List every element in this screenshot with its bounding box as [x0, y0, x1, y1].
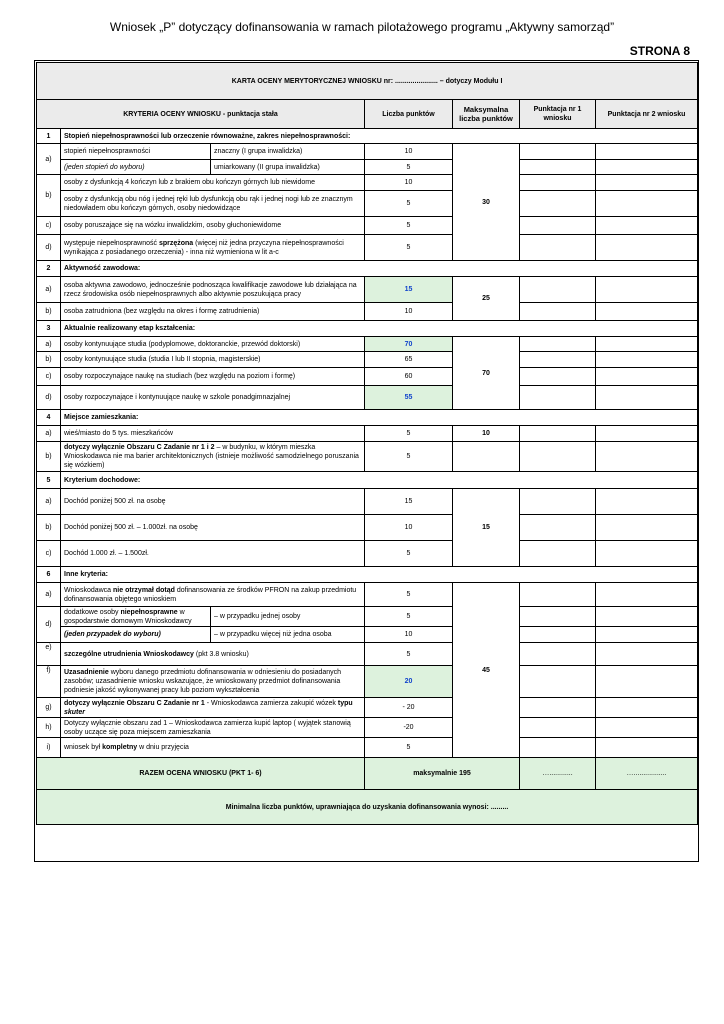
s5-a-letter: a)	[37, 489, 61, 515]
s4-a-text: wieś/miasto do 5 tys. mieszkańców	[61, 426, 365, 442]
s4-b-p2-cell[interactable]	[596, 442, 698, 472]
s6-f-points: 20	[365, 666, 453, 698]
s6-d-text-c: w gospodarstwie domowym Wnioskodawcy	[64, 608, 192, 625]
s6-d2-p2-cell[interactable]	[596, 627, 698, 643]
s6-a-text-c: dofinansowania ze środków PFRON na zakup przedmiotu dofinansowania objętego wnioskiem	[64, 586, 357, 603]
section-5-number: 5	[37, 472, 61, 489]
s6-g-text	[61, 698, 365, 718]
s1-a-letter: a)	[37, 144, 61, 175]
s5-c-points: 5	[365, 541, 453, 567]
s3-b-p2-cell[interactable]	[596, 352, 698, 368]
s2-b-text: osoba zatrudniona (bez względu na okres i formę zatrudnienia)	[61, 303, 365, 321]
s5-a-p1-cell[interactable]	[520, 489, 596, 515]
s6-h-p2-cell[interactable]	[596, 718, 698, 738]
s1-d-text-a: występuje niepełnosprawność	[64, 239, 159, 247]
s1-c-p2-cell[interactable]	[596, 217, 698, 235]
col-p1-header: Punktacja nr 1 wniosku	[520, 100, 596, 129]
s4-b-p1-cell[interactable]	[520, 442, 596, 472]
document-header: Wniosek „P” dotyczący dofinansowania w ramach pilotażowego programu „Aktywny samorząd”	[109, 20, 615, 34]
s3-a-points: 70	[365, 337, 453, 352]
s5-c-p1-cell[interactable]	[520, 541, 596, 567]
s2-max-points: 25	[453, 277, 520, 321]
s6-a-text-b: nie otrzymał dotąd	[113, 586, 175, 594]
s6-i-letter: i)	[37, 738, 61, 758]
s6-g-p1-cell[interactable]	[520, 698, 596, 718]
s1-b1-text: osoby z dysfunkcją 4 kończyn lub z brakiem obu kończyn górnych lub niewidome	[61, 175, 365, 191]
s5-a-points: 15	[365, 489, 453, 515]
s6-e-text	[61, 643, 365, 666]
s4-a-p1-cell[interactable]	[520, 426, 596, 442]
s6-f-text-c: wyboru danego przedmiotu dofinansowania w odniesieniu do posiadanych zasobów; uzasadnienie wniosku wskazujące, że wnioskowany przedmiot dofinansowania podniesie jakość wykonywanej pracy lub poziom wykształcenia	[64, 669, 342, 694]
s1-max-points: 30	[453, 144, 520, 261]
s1-d-text-c: (więcej niż jedna przyczyna niepełnosprawności wynikająca z posiadanego orzeczenia) - inna niż wymieniona w lit a-c	[64, 239, 344, 256]
s3-a-letter: a)	[37, 337, 61, 352]
section-2-number: 2	[37, 261, 61, 277]
s1-b-letter: b)	[37, 175, 61, 217]
s6-d1-points: 5	[365, 607, 453, 627]
s6-a-p2-cell[interactable]	[596, 583, 698, 607]
s1-c-p1-cell[interactable]	[520, 217, 596, 235]
s5-a-p2-cell[interactable]	[596, 489, 698, 515]
summary-p1-total[interactable]: …............	[520, 758, 596, 790]
s3-c-letter: c)	[37, 368, 61, 386]
s6-a-letter: a)	[37, 583, 61, 607]
s5-max-points: 15	[453, 489, 520, 567]
s3-d-p2-cell[interactable]	[596, 386, 698, 410]
s6-max-points: 45	[453, 583, 520, 758]
s6-d2-sub: – w przypadku więcej niż jedna osoba	[211, 627, 365, 643]
s4-b-letter: b)	[37, 442, 61, 472]
s2-b-points: 10	[365, 303, 453, 321]
s1-a2-sub: umiarkowany (II grupa inwalidzka)	[211, 160, 365, 175]
s1-d-letter: d)	[37, 235, 61, 261]
s3-b-p1-cell[interactable]	[520, 352, 596, 368]
s6-a-text-a: Wnioskodawca	[64, 586, 114, 594]
s3-d-letter: d)	[37, 386, 61, 410]
s6-h-points: -20	[365, 718, 453, 738]
s1-a2-p1-cell[interactable]	[520, 160, 596, 175]
s5-c-letter: c)	[37, 541, 61, 567]
s6-i-points: 5	[365, 738, 453, 758]
section-3-title: Aktualnie realizowany etap kształcenia:	[61, 321, 698, 337]
s6-a-points: 5	[365, 583, 453, 607]
s6-d2-p1-cell[interactable]	[520, 627, 596, 643]
section-4-title: Miejsce zamieszkania:	[61, 410, 698, 426]
s3-a-text: osoby kontynuujące studia (podyplomowe, doktoranckie, przewód doktorski)	[61, 337, 365, 352]
s2-a-letter: a)	[37, 277, 61, 303]
s4-a-letter: a)	[37, 426, 61, 442]
s6-d1-sub: – w przypadku jednej osoby	[211, 607, 365, 627]
s6-g-text-e: skuter	[64, 708, 86, 716]
s1-c-text: osoby poruszające się na wózku inwalidzkim, osoby głuchoniewidome	[61, 217, 365, 235]
s3-c-text: osoby rozpoczynające naukę na studiach (bez względu na poziom i formę)	[61, 368, 365, 386]
s1-d-text-b: sprzężona	[158, 239, 194, 247]
section-5-title: Kryterium dochodowe:	[61, 472, 698, 489]
s6-g-text-b: dotyczy wyłącznie Obszaru C Zadanie nr 1	[64, 699, 205, 707]
s4-b-text	[61, 442, 365, 472]
s6-e-text-b: szczególne utrudnienia Wnioskodawcy	[64, 650, 194, 658]
s5-b-text: Dochód poniżej 500 zł. – 1.000zł. na osobę	[61, 515, 365, 541]
s2-b-letter: b)	[37, 303, 61, 321]
s6-f-text	[61, 666, 365, 698]
s3-b-letter: b)	[37, 352, 61, 368]
summary-label: RAZEM OCENA WNIOSKU (PKT 1- 6)	[37, 758, 365, 790]
summary-p2-total[interactable]: ….................	[596, 758, 698, 790]
s5-b-points: 10	[365, 515, 453, 541]
col-max-header	[453, 100, 520, 129]
s1-b2-p1-cell[interactable]	[520, 191, 596, 217]
s1-d-p1-cell[interactable]	[520, 235, 596, 261]
s6-d-label	[61, 607, 211, 627]
s1-b2-p2-cell[interactable]	[596, 191, 698, 217]
s6-h-p1-cell[interactable]	[520, 718, 596, 738]
s2-a-text: osoba aktywna zawodowo, jednocześnie podnosząca kwalifikacje zawodowe lub działająca na rzecz środowiska osób niepełnosprawnych albo aktywnie poszukująca pracy	[61, 277, 365, 303]
s6-g-letter: g)	[37, 698, 61, 718]
s6-a-p1-cell[interactable]	[520, 583, 596, 607]
s3-d-points: 55	[365, 386, 453, 410]
s4-b-max-cell	[453, 442, 520, 472]
s6-i-p1-cell[interactable]	[520, 738, 596, 758]
s5-b-p2-cell[interactable]	[596, 515, 698, 541]
s6-e-points: 5	[365, 643, 453, 666]
s5-c-text: Dochód 1.000 zł. – 1.500zł.	[61, 541, 365, 567]
s2-a-p1-cell[interactable]	[520, 277, 596, 303]
s1-d-text	[61, 235, 365, 261]
s6-d-note: (jeden przypadek do wyboru)	[61, 627, 211, 643]
section-4-number: 4	[37, 410, 61, 426]
s4-b-text-bold: dotyczy wyłącznie Obszaru C Zadanie nr 1 i 2	[64, 444, 215, 451]
s6-d-text-b: niepełnosprawne	[120, 608, 178, 616]
s6-g-points: - 20	[365, 698, 453, 718]
s6-i-p2-cell[interactable]	[596, 738, 698, 758]
s1-b1-p2-cell[interactable]	[596, 175, 698, 191]
s1-a-note: (jeden stopień do wyboru)	[61, 160, 211, 175]
s6-e-text-c: (pkt 3.8 wniosku)	[193, 650, 249, 658]
s6-i-text-c: w dniu przyjęcia	[137, 744, 189, 751]
col-criteria-header: KRYTERIA OCENY WNIOSKU - punktacja stała	[37, 100, 365, 129]
s1-a1-sub: znaczny (I grupa inwalidzka)	[211, 144, 365, 160]
s1-b2-points: 5	[365, 191, 453, 217]
s3-b-text: osoby kontynuujące studia (studia I lub II stopnia, magisterskie)	[61, 352, 365, 368]
s6-g-text-c: - Wnioskodawca zamierza zakupić wózek	[204, 699, 338, 707]
s3-a-p1-cell[interactable]	[520, 337, 596, 352]
s6-d-letter: d)	[37, 607, 61, 643]
s4-b-points: 5	[365, 442, 453, 472]
s6-f-letter: f)	[37, 666, 61, 698]
s5-b-p1-cell[interactable]	[520, 515, 596, 541]
col-p2-header: Punktacja nr 2 wniosku	[596, 100, 698, 129]
s3-b-points: 65	[365, 352, 453, 368]
s3-max-points: 70	[453, 337, 520, 410]
s6-f-p2-cell[interactable]	[596, 666, 698, 698]
s1-c-points: 5	[365, 217, 453, 235]
s2-b-p1-cell[interactable]	[520, 303, 596, 321]
s5-a-text: Dochód poniżej 500 zł. na osobę	[61, 489, 365, 515]
s6-g-text-d: typu	[337, 699, 353, 707]
s6-i-text-a: wniosek był	[64, 744, 103, 751]
s6-h-text: Dotyczy wyłącznie obszaru zad 1 – Wnioskodawca zamierza kupić laptop ( wyjątek stanowią osoby uczące się poza miejscem zamieszkania	[61, 718, 365, 738]
s6-e-p2-cell[interactable]	[596, 643, 698, 666]
section-6-title: Inne kryteria:	[61, 567, 698, 583]
s2-a-p2-cell[interactable]	[596, 277, 698, 303]
s6-g-p2-cell[interactable]	[596, 698, 698, 718]
col-points-header: Liczba punktów	[365, 100, 453, 129]
s3-c-p1-cell[interactable]	[520, 368, 596, 386]
section-1-title: Stopień niepełnosprawności lub orzeczenie równoważne, zakres niepełnosprawności:	[61, 129, 698, 144]
s6-a-text	[61, 583, 365, 607]
s1-b1-p1-cell[interactable]	[520, 175, 596, 191]
section-3-number: 3	[37, 321, 61, 337]
page-number: STRONA 8	[629, 44, 690, 58]
s1-c-letter: c)	[37, 217, 61, 235]
s1-b2-text: osoby z dysfunkcją obu nóg i jednej ręki lub dysfunkcją obu rąk i jednej nogi lub ze znacznym niedowładem obu kończyn górnych, osoby niedowidzące	[61, 191, 365, 217]
s4-a-points: 5	[365, 426, 453, 442]
minimum-points-note: Minimalna liczba punktów, uprawniająca do uzyskania dofinansowania wynosi: .........	[37, 790, 698, 825]
s1-d-points: 5	[365, 235, 453, 261]
section-2-title: Aktywność zawodowa:	[61, 261, 698, 277]
s5-b-letter: b)	[37, 515, 61, 541]
s1-d-p2-cell[interactable]	[596, 235, 698, 261]
evaluation-table-full	[36, 62, 698, 825]
s3-c-p2-cell[interactable]	[596, 368, 698, 386]
s6-i-text-b: kompletny	[102, 744, 138, 751]
s6-h-letter: h)	[37, 718, 61, 738]
s3-c-points: 60	[365, 368, 453, 386]
s4-max-points: 10	[453, 426, 520, 442]
s5-c-p2-cell[interactable]	[596, 541, 698, 567]
s6-e-letter: e)	[37, 643, 61, 666]
card-title: KARTA OCENY MERYTORYCZNEJ WNIOSKU nr: ...................... – dotyczy Modułu I	[37, 63, 698, 100]
s6-d1-p2-cell[interactable]	[596, 607, 698, 627]
s1-a2-points: 5	[365, 160, 453, 175]
s6-f-text-b: Uzasadnienie	[64, 669, 109, 676]
s1-a-label: stopień niepełnosprawności	[61, 144, 211, 160]
s1-a2-p2-cell[interactable]	[596, 160, 698, 175]
s2-b-p2-cell[interactable]	[596, 303, 698, 321]
s1-a1-points: 10	[365, 144, 453, 160]
s4-b-text-rest: – w budynku, w którym mieszka Wnioskodawca nie ma barier architektonicznych (istnieje możliwość samodzielnego poruszania się wózkiem)	[64, 444, 359, 469]
s6-d-text-a: dodatkowe osoby	[64, 608, 121, 616]
s3-a-p2-cell[interactable]	[596, 337, 698, 352]
s1-a1-p1-cell[interactable]	[520, 144, 596, 160]
col-max-label: Maksymalna liczba punktów	[459, 105, 513, 123]
s3-d-text: osoby rozpoczynające i kontynuujące naukę w szkole ponadgimnazjalnej	[61, 386, 365, 410]
s6-d1-p1-cell[interactable]	[520, 607, 596, 627]
s4-a-p2-cell[interactable]	[596, 426, 698, 442]
s6-f-p1-cell[interactable]	[520, 666, 596, 698]
summary-max: maksymalnie 195	[365, 758, 520, 790]
s6-d2-points: 10	[365, 627, 453, 643]
s6-e-p1-cell[interactable]	[520, 643, 596, 666]
s1-b1-points: 10	[365, 175, 453, 191]
section-6-number: 6	[37, 567, 61, 583]
s1-a1-p2-cell[interactable]	[596, 144, 698, 160]
section-1-number: 1	[37, 129, 61, 144]
s3-d-p1-cell[interactable]	[520, 386, 596, 410]
s2-a-points: 15	[365, 277, 453, 303]
s6-i-text	[61, 738, 365, 758]
